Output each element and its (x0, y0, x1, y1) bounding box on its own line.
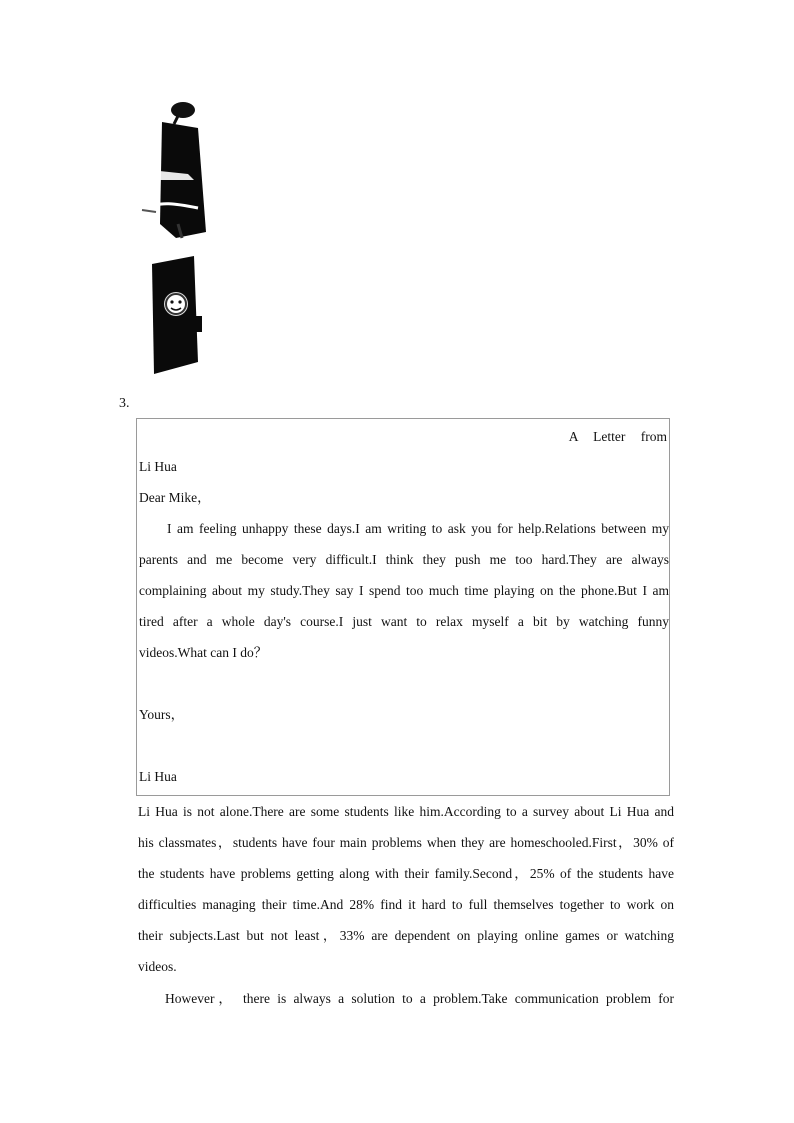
letter-header-right: A Letter from (568, 429, 667, 444)
letter-body-line: parents and me become very difficult.I think they push me too hard.They are always (139, 552, 669, 567)
letter-header-name: Li Hua (139, 459, 177, 474)
letter-body-line: I am feeling unhappy these days.I am writing to ask you for help.Relations between my (167, 521, 669, 536)
passage-line: the students have problems getting along with their family.Second，25% of the students have (138, 866, 674, 881)
passage-line: difficulties managing their time.And 28% find it hard to full themselves together to work on (138, 897, 674, 912)
passage-line: his classmates，students have four main problems when they are homeschooled.First，30% of (138, 835, 674, 850)
letter-body-line: complaining about my study.They say I spend too much time playing on the phone.But I am (139, 583, 669, 598)
letter-box (136, 418, 670, 796)
letter-body-line: videos.What can I do？ (139, 645, 268, 660)
passage-line: their subjects.Last but not least，33% are dependent on playing online games or watching (138, 928, 674, 943)
passage-line: However， there is always a solution to a problem.Take communication problem for (165, 991, 674, 1006)
passage-line: Li Hua is not alone.There are some students like him.According to a survey about Li Hua and (138, 804, 674, 819)
letter-signature: Li Hua (139, 769, 177, 784)
letter-salutation: Dear Mike， (139, 490, 211, 505)
question-number: 3. (119, 396, 130, 411)
passage-line: videos. (138, 959, 177, 974)
letter-closing: Yours， (139, 707, 185, 722)
letter-body-line: tired after a whole day's course.I just want to relax myself a bit by watching funny (139, 614, 669, 629)
phone-face-image (138, 252, 218, 376)
phone-with-hands-image (138, 100, 218, 240)
